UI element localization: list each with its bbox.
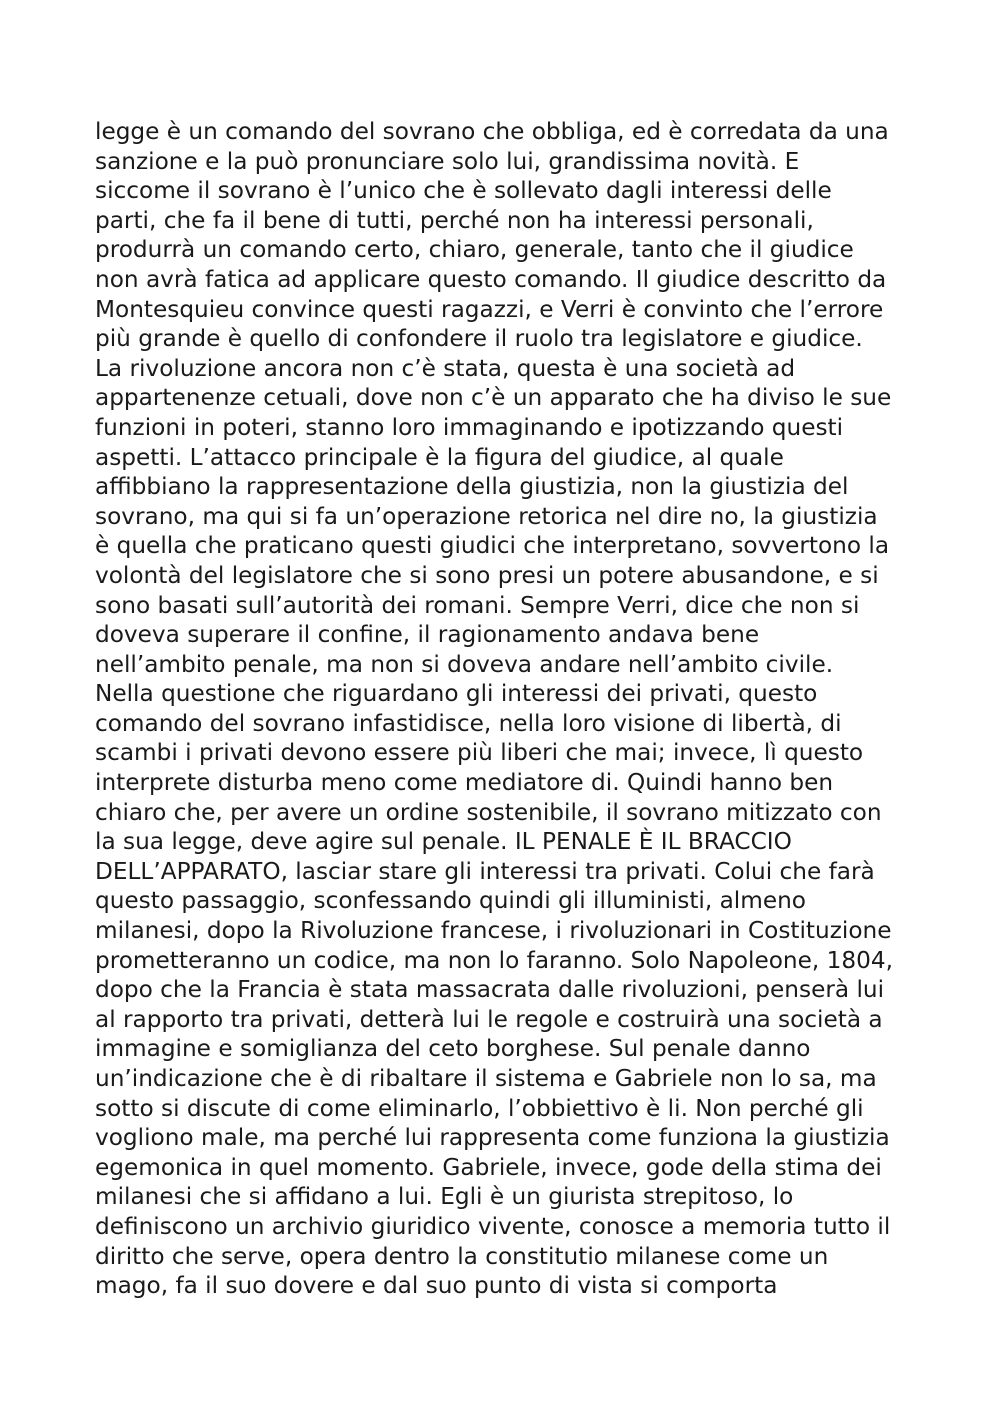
text-line: aspetti. L’attacco principale è la figura del giudice, al quale <box>95 443 784 471</box>
text-line: dopo che la Francia è stata massacrata dalle rivoluzioni, penserà lui <box>95 976 885 1004</box>
text-line: sono basati sull’autorità dei romani. Sempre Verri, dice che non si <box>95 591 860 619</box>
text-line: un’indicazione che è di ribaltare il sistema e Gabriele non lo sa, ma <box>95 1065 877 1092</box>
text-line: è quella che praticano questi giudici che interpretano, sovvertono la <box>95 532 890 560</box>
text-line: Montesquieu convince questi ragazzi, e Verri è convinto che l’errore <box>95 295 884 323</box>
text-line: egemonica in quel momento. Gabriele, invece, gode della stima dei <box>95 1153 882 1181</box>
text-line: appartenenze cetuali, dove non c’è un apparato che ha diviso le sue <box>95 384 892 412</box>
text-line: scambi i privati devono essere più liberi che mai; invece, lì questo <box>95 739 864 767</box>
text-line: diritto che serve, opera dentro la constitutio milanese come un <box>95 1242 829 1270</box>
text-line: affibbiano la rappresentazione della giustizia, non la giustizia del <box>95 473 849 501</box>
text-line: questo passaggio, sconfessando quindi gli illuministi, almeno <box>95 887 806 915</box>
text-line: sotto si discute di come eliminarlo, l’obbiettivo è li. Non perché gli <box>95 1094 864 1122</box>
text-line: nell’ambito penale, ma non si doveva andare nell’ambito civile. <box>95 650 834 678</box>
text-line: DELL’APPARATO, lasciar stare gli interessi tra privati. Colui che farà <box>95 857 875 885</box>
text-line: parti, che fa il bene di tutti, perché non ha interessi personali, <box>95 206 814 234</box>
text-line: chiaro che, per avere un ordine sostenibile, il sovrano mitizzato con <box>95 798 882 826</box>
text-line: milanesi, dopo la Rivoluzione francese, i rivoluzionari in Costituzione <box>95 917 892 945</box>
text-line: al rapporto tra privati, detterà lui le regole e costruirà una società a <box>95 1005 883 1033</box>
text-line: sovrano, ma qui si fa un’operazione retorica nel dire no, la giustizia <box>95 502 878 530</box>
text-line: legge è un comando del sovrano che obbliga, ed è corredata da una <box>95 118 889 145</box>
text-line: funzioni in poteri, stanno loro immaginando e ipotizzando questi <box>95 413 844 441</box>
text-line: produrrà un comando certo, chiaro, generale, tanto che il giudice <box>95 236 854 264</box>
text-line: vogliono male, ma perché lui rappresenta come funziona la giustizia <box>95 1124 890 1152</box>
text-line: comando del sovrano infastidisce, nella loro visione di libertà, di <box>95 709 842 737</box>
text-line: Nella questione che riguardano gli interessi dei privati, questo <box>95 680 818 708</box>
text-line: definiscono un archivio giuridico vivente, conosce a memoria tutto il <box>95 1212 891 1240</box>
text-line: più grande è quello di confondere il ruolo tra legislatore e giudice. <box>95 325 863 353</box>
text-line: volontà del legislatore che si sono presi un potere abusandone, e si <box>95 561 879 589</box>
body-text <box>95 117 925 1301</box>
text-line: prometteranno un codice, ma non lo faranno. Solo Napoleone, 1804, <box>95 946 894 974</box>
text-line: la sua legge, deve agire sul penale. IL PENALE È IL BRACCIO <box>95 828 792 856</box>
text-line: immagine e somiglianza del ceto borghese. Sul penale danno <box>95 1035 811 1063</box>
text-line: milanesi che si affidano a lui. Egli è un giurista strepitoso, lo <box>95 1183 794 1211</box>
text-line: interprete disturba meno come mediatore di. Quindi hanno ben <box>95 769 834 797</box>
text-line: mago, fa il suo dovere e dal suo punto di vista si comporta <box>95 1272 778 1300</box>
text-line: La rivoluzione ancora non c’è stata, questa è una società ad <box>95 354 796 382</box>
text-line: doveva superare il confine, il ragionamento andava bene <box>95 621 760 649</box>
text-line: siccome il sovrano è l’unico che è sollevato dagli interessi delle <box>95 177 832 205</box>
text-line: non avrà fatica ad applicare questo comando. Il giudice descritto da <box>95 265 887 293</box>
text-line: sanzione e la può pronunciare solo lui, grandissima novità. E <box>95 147 800 175</box>
